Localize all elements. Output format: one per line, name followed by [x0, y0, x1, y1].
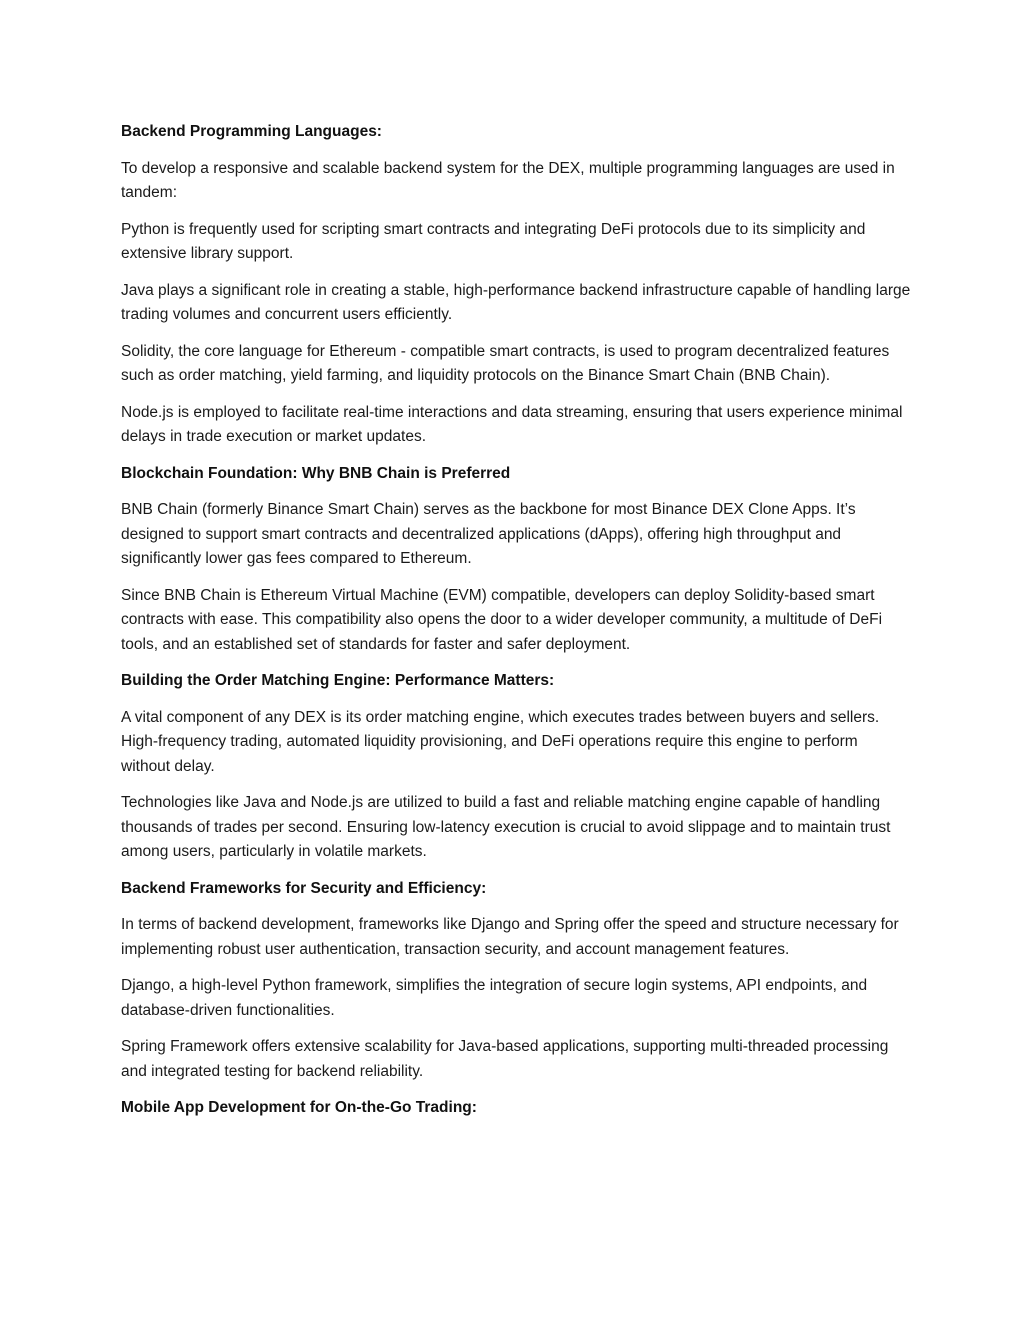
- paragraph-bnb-chain: BNB Chain (formerly Binance Smart Chain) serves as the backbone for most Binance DEX Clone Apps. It’s designed to support smart contracts and decentralized applications (dApps), offering high throughput and significantly lower gas fees compared to Ethereum.: [121, 501, 856, 567]
- paragraph-evm-compatible: Since BNB Chain is Ethereum Virtual Machine (EVM) compatible, developers can deploy Solidity-based smart contracts with ease. This compatibility also opens the door to a wider developer community, a multitude of DeFi tools, and an established set of standards for faster and safer deployment.: [121, 586, 883, 653]
- heading-blockchain-foundation: Blockchain Foundation: Why BNB Chain is Preferred: [121, 464, 511, 482]
- heading-backend-programming-languages: Backend Programming Languages:: [121, 123, 382, 140]
- paragraph-solidity: Solidity, the core language for Ethereum - compatible smart contracts, is used to program decentralized features such as order matching, yield farming, and liquidity protocols on the Binance Smart Chain (BNB Chain).: [121, 342, 890, 384]
- paragraph-django: Django, a high-level Python framework, simplifies the integration of secure login systems, API endpoints, and database-driven functionalities.: [121, 977, 868, 1019]
- document-page: [121, 120, 911, 1133]
- paragraph-python: Python is frequently used for scripting smart contracts and integrating DeFi protocols due to its simplicity and extensive library support.: [121, 220, 866, 262]
- paragraph-matching-engine-role: A vital component of any DEX is its order matching engine, which executes trades between buyers and sellers. High-frequency trading, automated liquidity provisioning, and DeFi operations require this engine to perform without delay.: [121, 708, 880, 775]
- paragraph-java: Java plays a significant role in creating a stable, high-performance backend infrastructure capable of handling large trading volumes and concurrent users efficiently.: [121, 281, 911, 323]
- heading-order-matching-engine: Building the Order Matching Engine: Performance Matters:: [121, 672, 555, 689]
- paragraph-spring: Spring Framework offers extensive scalability for Java-based applications, supporting multi-threaded processing and integrated testing for backend reliability.: [121, 1038, 889, 1080]
- heading-backend-frameworks: Backend Frameworks for Security and Efficiency:: [121, 879, 487, 897]
- heading-mobile-app-development: Mobile App Development for On-the-Go Trading:: [121, 1099, 477, 1116]
- paragraph-frameworks-intro: In terms of backend development, frameworks like Django and Spring offer the speed and structure necessary for implementing robust user authentication, transaction security, and account management features.: [121, 916, 899, 958]
- paragraph-intro-languages: To develop a responsive and scalable backend system for the DEX, multiple programming languages are used in tandem:: [121, 159, 895, 201]
- paragraph-nodejs: Node.js is employed to facilitate real-time interactions and data streaming, ensuring that users experience minimal delays in trade execution or market updates.: [121, 403, 903, 445]
- paragraph-matching-engine-tech: Technologies like Java and Node.js are utilized to build a fast and reliable matching engine capable of handling thousands of trades per second. Ensuring low-latency execution is crucial to avoid slippage and to maintain trust among users, particularly in volatile markets.: [121, 794, 891, 860]
